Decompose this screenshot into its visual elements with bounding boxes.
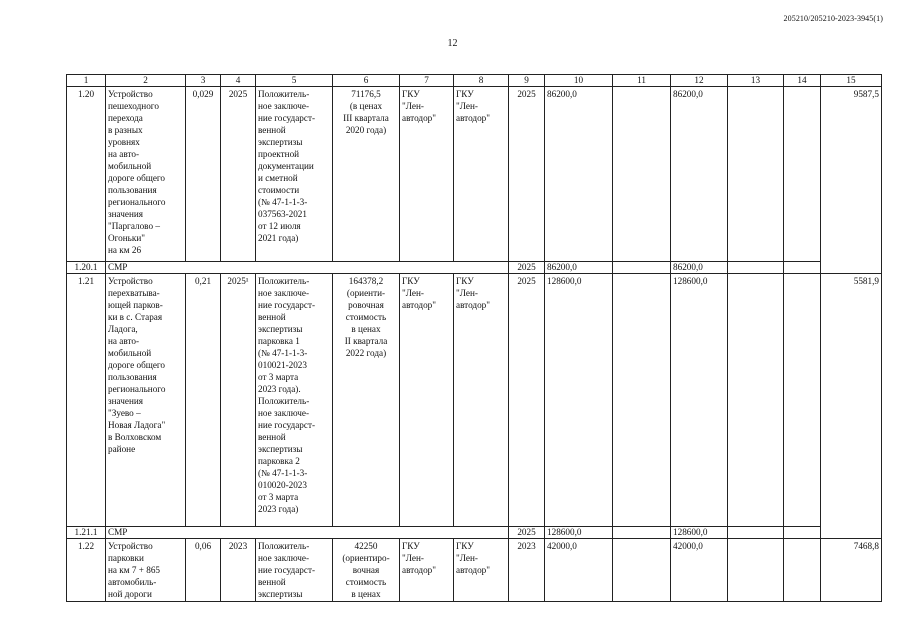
empty-cell — [784, 274, 821, 527]
col-header: 11 — [613, 75, 671, 87]
capacity: 0,21 — [186, 274, 221, 527]
developer: ГКУ "Лен- автодор" — [454, 274, 509, 527]
col-header: 10 — [545, 75, 613, 87]
empty-cell — [728, 262, 784, 274]
year: 2025 — [221, 87, 256, 262]
capacity: 0,06 — [186, 539, 221, 602]
col-header: 8 — [454, 75, 509, 87]
period: 2023 — [509, 539, 545, 602]
total-amount: 86200,0 — [545, 87, 613, 262]
work-type: СМР — [106, 262, 509, 274]
empty-cell — [613, 527, 671, 539]
estimated-cost: 71176,5 (в ценах III квартала 2020 года) — [333, 87, 400, 262]
capacity: 0,029 — [186, 87, 221, 262]
row-number: 1.20 — [67, 87, 106, 262]
total-amount: 42000,0 — [545, 539, 613, 602]
row-number: 1.20.1 — [67, 262, 106, 274]
document-id: 205210/205210-2023-3945(1) — [783, 14, 883, 23]
work-type: СМР — [106, 527, 509, 539]
empty-cell — [728, 527, 784, 539]
empty-cell — [613, 87, 671, 262]
table-row — [67, 539, 882, 602]
page-number: 12 — [447, 38, 458, 49]
col-header: 3 — [186, 75, 221, 87]
empty-cell — [613, 262, 671, 274]
row-number: 1.21 — [67, 274, 106, 527]
period: 2025 — [509, 87, 545, 262]
regional-budget-amount: 128600,0 — [671, 274, 728, 527]
period: 2025 — [509, 274, 545, 527]
period: 2025 — [509, 262, 545, 274]
estimated-cost: 42250 (ориентиро- вочная стоимость в ценах — [333, 539, 400, 602]
col-header: 12 — [671, 75, 728, 87]
row-number: 1.21.1 — [67, 527, 106, 539]
total-amount: 128600,0 — [545, 527, 613, 539]
empty-cell — [728, 539, 784, 602]
value-col-15: 7468,8 — [821, 539, 882, 602]
table-row — [67, 274, 882, 527]
year: 2025¹ — [221, 274, 256, 527]
col-header: 15 — [821, 75, 882, 87]
period: 2025 — [509, 527, 545, 539]
year: 2023 — [221, 539, 256, 602]
row-number: 1.22 — [67, 539, 106, 602]
empty-cell — [613, 274, 671, 527]
regional-budget-amount: 42000,0 — [671, 539, 728, 602]
customer: ГКУ "Лен- автодор" — [400, 87, 454, 262]
object-name: Устройство пешеходного перехода в разных уровнях на авто- мобильной дороге общего пользования регионального значения "Паргалово – Огоньки" на км 26 — [106, 87, 186, 262]
developer: ГКУ "Лен- автодор" — [454, 87, 509, 262]
empty-cell — [784, 262, 821, 274]
col-header: 4 — [221, 75, 256, 87]
regional-budget-amount: 86200,0 — [671, 87, 728, 262]
empty-cell — [613, 539, 671, 602]
col-header: 1 — [67, 75, 106, 87]
col-header: 5 — [256, 75, 333, 87]
column-number-header-row — [67, 75, 882, 87]
table-row — [67, 87, 882, 262]
empty-cell — [728, 87, 784, 262]
total-amount: 128600,0 — [545, 274, 613, 527]
col-header: 13 — [728, 75, 784, 87]
estimated-cost: 164378,2 (ориенти- ровочная стоимость в ценах II квартала 2022 года) — [333, 274, 400, 527]
total-amount: 86200,0 — [545, 262, 613, 274]
col-header: 6 — [333, 75, 400, 87]
col-header: 2 — [106, 75, 186, 87]
expert-conclusion: Положитель- ное заключе- ние государст- венной экспертизы проектной документации и сметной стоимости (№ 47-1-1-3- 037563-2021 от 12 июля 2021 года) — [256, 87, 333, 262]
object-name: Устройство парковки на км 7 + 865 автомобиль- ной дороги — [106, 539, 186, 602]
expert-conclusion: Положитель- ное заключе- ние государст- венной экспертизы парковка 1 (№ 47-1-1-3- 010021-2023 от 3 марта 2023 года). Положитель- ное заключе- ние государст- венной экспертизы парковка 2 (№ 47-1-1-3- 010020-2023 от 3 марта 2023 года) — [256, 274, 333, 527]
customer: ГКУ "Лен- автодор" — [400, 274, 454, 527]
value-col-15: 9587,5 — [821, 87, 882, 274]
investment-table — [66, 74, 882, 602]
table-subrow — [67, 262, 882, 274]
customer: ГКУ "Лен- автодор" — [400, 539, 454, 602]
regional-budget-amount: 86200,0 — [671, 262, 728, 274]
expert-conclusion: Положитель- ное заключе- ние государст- венной экспертизы — [256, 539, 333, 602]
empty-cell — [784, 87, 821, 262]
empty-cell — [784, 527, 821, 539]
col-header: 9 — [509, 75, 545, 87]
col-header: 7 — [400, 75, 454, 87]
table-subrow — [67, 527, 882, 539]
developer: ГКУ "Лен- автодор" — [454, 539, 509, 602]
value-col-15: 5581,9 — [821, 274, 882, 539]
regional-budget-amount: 128600,0 — [671, 527, 728, 539]
object-name: Устройство перехватыва- ющей парков- ки в с. Старая Ладога, на авто- мобильной дороге общего пользования регионального значения "Зуево – Новая Ладога" в Волховском районе — [106, 274, 186, 527]
col-header: 14 — [784, 75, 821, 87]
empty-cell — [784, 539, 821, 602]
empty-cell — [728, 274, 784, 527]
